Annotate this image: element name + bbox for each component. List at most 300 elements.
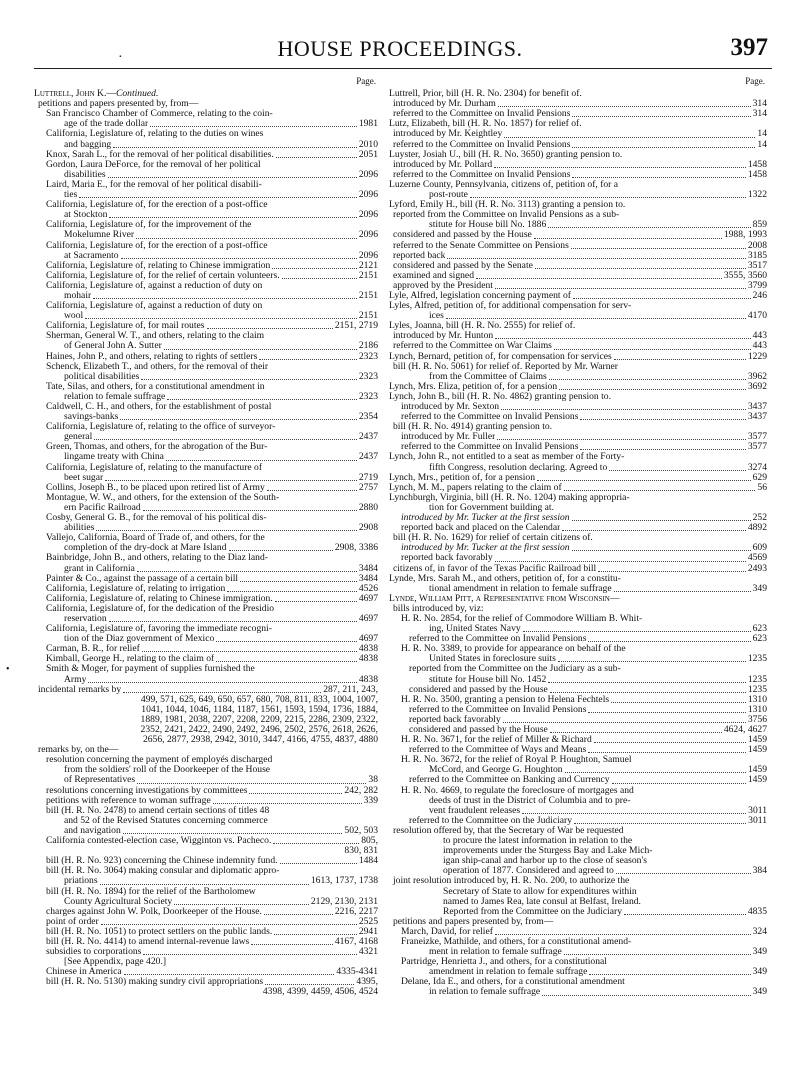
leader-dots [273, 843, 359, 844]
entry-text: Army [64, 674, 87, 685]
page-reference: 629 [752, 471, 767, 483]
entry-text: reported back and placed on the Calendar [401, 523, 561, 534]
index-line [34, 402, 378, 412]
page-reference: 623 [752, 623, 767, 635]
entry-text: Tate, Silas, and others, for a constitutional amendment in [46, 380, 265, 392]
index-line [389, 230, 767, 240]
entry-text: Montague, W. W., and others, for the extension of the South- [46, 491, 280, 503]
entry-text: joint resolution introduced by, H. R. No. 200, to authorize the [393, 875, 630, 887]
page-reference: 287, 211, 243, [323, 683, 378, 695]
index-line [34, 442, 378, 452]
entry-text: and 52 of the Revised Statutes concerning commerce [64, 814, 268, 826]
page-reference: 2941 [358, 925, 378, 937]
index-line [34, 331, 378, 341]
leader-dots [113, 147, 357, 148]
page-reference: 859 [752, 219, 767, 231]
entry-text: Laird, Maria E., for the removal of her political disabili- [46, 178, 262, 190]
index-line [34, 180, 378, 190]
entry-text: California, Legislature of, for the improvement of the [46, 219, 252, 231]
index-line [34, 967, 378, 977]
page-reference: 1613, 1737, 1738 [310, 875, 378, 887]
leader-dots [522, 813, 746, 814]
entry-text: igan ship-canal and harbor up to the close of season's [443, 855, 647, 867]
index-line [389, 160, 767, 170]
index-line [34, 937, 378, 947]
entry-text: introduced by Mr. Durham [393, 99, 496, 110]
page-reference: 324 [752, 925, 767, 937]
index-line [389, 574, 767, 584]
index-line [34, 140, 378, 150]
page-reference: 2719 [358, 471, 378, 483]
leader-dots [564, 954, 751, 955]
index-line [34, 129, 378, 139]
entry-text: California, Legislature of, for the erection of a post-office [46, 199, 268, 211]
entry-text: wool [64, 311, 84, 322]
entry-text: Kimball, George H., relating to the claim of [46, 654, 215, 665]
leader-dots [565, 772, 746, 773]
leader-dots [123, 833, 343, 834]
entry-text: referred to the Committee on Invalid Pensions [393, 139, 571, 150]
entry-text: savings-banks [64, 412, 119, 423]
page-title: HOUSE PROCEEDINGS. [277, 36, 523, 61]
leader-dots [598, 571, 746, 572]
entry-text: bill (H. R. No. 4414) to amend internal-revenue laws [46, 936, 250, 947]
page-reference: 2323 [358, 390, 378, 402]
page-reference: 2096 [358, 229, 378, 241]
leader-dots [548, 227, 750, 228]
index-line [389, 614, 767, 624]
leader-dots [588, 641, 750, 642]
leader-dots [537, 480, 751, 481]
entry-text: California, Legislature of, relating to Chinese immigration. [46, 593, 273, 604]
page-reference: 3437 [747, 411, 767, 423]
index-line [34, 836, 378, 846]
index-line [34, 826, 378, 836]
entry-text: approved by the President [393, 280, 493, 291]
leader-dots [282, 278, 357, 279]
leader-dots [141, 379, 356, 380]
index-line [389, 301, 767, 311]
entry-text: California, Legislature of, for the relief of certain volunteers. [46, 270, 280, 281]
leader-dots [137, 783, 366, 784]
leader-dots [120, 419, 356, 420]
entry-text: stitute for House bill No. 1886 [429, 220, 547, 231]
entry-text: Lynch, Mrs., petition of, for a pension [389, 472, 536, 483]
entry-text: Lynch, Mrs. Eliza, petition of, for a pension [389, 381, 558, 392]
entry-text: March, David, for relief [401, 926, 493, 937]
page-reference: 2096 [358, 209, 378, 221]
entry-text: considered and passed by the House [409, 725, 548, 735]
index-line [34, 341, 378, 351]
entry-text: grant in California [64, 563, 135, 574]
index-line [389, 261, 767, 271]
page-reference: 3692 [747, 380, 767, 392]
entry-text: ties [64, 190, 78, 201]
page-reference: 4838 [358, 643, 378, 655]
entry-text: reported back favorably [409, 714, 501, 725]
index-line [34, 564, 378, 574]
entry-text: Haines, John P., and others, relating to rights of settlers [46, 351, 258, 362]
entry-text: [See Appendix, page 420.] [64, 956, 167, 968]
entry-text: bill (H. R. No. 5130) making sundry civil appropriations [46, 977, 264, 988]
entry-text: deeds of trust in the District of Columbia and to pre- [429, 794, 631, 806]
page-reference: 4395, [356, 976, 378, 988]
leader-dots [611, 702, 746, 703]
page-reference: 2437 [358, 451, 378, 463]
page-reference: 246 [752, 289, 767, 301]
entry-text: California, Legislature of, relating to Chinese immigration [46, 260, 271, 271]
entry-text: disabilities [64, 169, 106, 180]
entry-text: United States in foreclosure suits [429, 654, 556, 665]
entry-text: Lyles, Joanna, bill (H. R. No. 2555) for relief of. [389, 320, 576, 332]
leader-dots [109, 621, 357, 622]
entry-text: to procure the latest information in relation to the [443, 835, 633, 847]
entry-text: Caldwell, C. H., and others, for the establishment of postal [46, 401, 272, 412]
entry-text: considered and passed by the House [393, 230, 532, 241]
leader-dots [249, 793, 342, 794]
page-reference: 2908, 3386 [334, 542, 378, 554]
entry-text: California, Legislature of, favoring the immediate recogni- [46, 623, 272, 635]
page-reference: 4335-4341 [336, 966, 378, 978]
page-reference: 4569 [747, 552, 767, 564]
entry-text: subsidies to corporations [46, 947, 142, 958]
leader-dots [534, 238, 722, 239]
entry-text: resolutions concerning investigations by committees [46, 785, 248, 796]
entry-text: 830, 831 [344, 845, 378, 857]
page-reference: 1235 [747, 683, 767, 695]
entry-text: H. R. No. 3500, granting a pension to Helena Fechtels [401, 694, 610, 705]
index-line [34, 584, 378, 594]
leader-dots [588, 752, 746, 753]
index-line [389, 937, 767, 947]
page-reference: 4697 [358, 592, 378, 604]
index-line [34, 775, 378, 785]
entry-text: resolution offered by, that the Secretary of War be requested [393, 824, 624, 836]
index-line [389, 856, 767, 866]
entry-text: California, Legislature of, relating to the office of surveyor- [46, 421, 276, 433]
page-reference: 1235 [747, 653, 767, 665]
page-reference: 349 [752, 582, 767, 594]
leader-dots [572, 116, 750, 117]
entry-text: introduced by Mr. Sexton [401, 402, 500, 412]
margin-mark: • [6, 664, 10, 675]
index-line [389, 119, 767, 129]
index-line [34, 281, 378, 291]
leader-dots [216, 641, 357, 642]
entry-text: introduced by Mr. Pollard [393, 159, 493, 170]
index-line [389, 533, 767, 543]
index-line [389, 685, 767, 695]
page-reference: 1459 [747, 774, 767, 786]
leader-dots [101, 924, 357, 925]
leader-dots [609, 470, 746, 471]
entry-text: Bainbridge, John B., and others, relating to the Diaz land- [46, 552, 268, 564]
entry-text: California, Legislature of, relating to irrigation [46, 583, 226, 594]
index-line [389, 180, 767, 190]
leader-dots [574, 823, 746, 824]
index-line [34, 846, 378, 856]
leader-dots [571, 248, 746, 249]
entry-text: referred to the Committee on War Claims [393, 341, 552, 352]
leader-dots [616, 873, 751, 874]
entry-text: Carman, B. R., for relief [46, 644, 140, 655]
entry-text: 2656, 2877, 2938, 2942, 3010, 3447, 4166, 4755, 4837, 4880 [142, 734, 378, 746]
leader-dots [446, 318, 746, 319]
page-reference: 2354 [358, 411, 378, 423]
entry-text: California, Legislature of, against a reduction of duty on [46, 279, 263, 291]
page-reference: 3555, 3560 [723, 269, 767, 281]
page-reference: 2121 [358, 259, 378, 271]
page-reference: 4838 [358, 673, 378, 685]
index-line [34, 634, 378, 644]
page-reference: 1458 [747, 158, 767, 170]
entry-text: Franeizke, Mathilde, and others, for a constitutional amend- [401, 935, 632, 947]
page-reference: 502, 503 [344, 824, 378, 836]
index-line [389, 977, 767, 987]
page-reference: 56 [757, 481, 767, 493]
page-reference: 2096 [358, 249, 378, 261]
entry-text: H. R. No. 3389, to provide for appearance on behalf of the [401, 643, 626, 655]
entry-text: 4398, 4399, 4459, 4506, 4524 [262, 986, 378, 998]
entry-text: improvements under the Sturgess Bay and Lake Mich- [443, 845, 653, 857]
page-reference: 1458 [747, 168, 767, 180]
index-line [389, 99, 767, 109]
entry-text: bill (H. R. No. 1051) to protect settlers on the public lands. [46, 926, 273, 937]
leader-dots [143, 954, 356, 955]
page-reference: 2880 [358, 501, 378, 513]
entry-text: referred to the Committee on the Judiciary [409, 815, 573, 826]
page-reference: 1310 [747, 693, 767, 705]
entry-text: referred to the Committee on Banking and Currency [409, 775, 610, 786]
leader-dots [573, 298, 751, 299]
entry-text: in relation to female suffrage [429, 987, 541, 998]
index-line [34, 463, 378, 473]
entry-text: stitute for House bill No. 1452 [429, 674, 547, 685]
index-line [389, 695, 767, 705]
entry-text: Cosby, General G. B., for the removal of his political dis- [46, 512, 267, 524]
entry-text: bill (H. R. No. 2478) to amend certain sections of titles 48 [46, 804, 270, 816]
page-reference: 4697 [358, 612, 378, 624]
page-reference: 3799 [747, 279, 767, 291]
entry-text: remarks by, on the— [38, 744, 119, 756]
index-line [389, 987, 767, 997]
index-line [34, 876, 378, 886]
index-line [389, 755, 767, 765]
index-line [389, 473, 767, 483]
entry-text: McCord, and George G. Houghton [429, 765, 563, 776]
page-reference: 2151 [358, 310, 378, 322]
leader-dots [580, 449, 745, 450]
leader-dots [503, 722, 746, 723]
entry-text: Vallejo, California, Board of Trade of, and others, for the [46, 532, 265, 544]
leader-dots [612, 783, 746, 784]
page-reference: 3011 [748, 804, 767, 816]
entry-text: referred to the Senate Committee on Pensions [393, 240, 569, 251]
entry-text: referred to the Committee on Invalid Pensions [393, 169, 571, 180]
leader-dots [572, 147, 755, 148]
leader-dots [495, 934, 751, 935]
index-line [389, 664, 767, 674]
index-line [34, 624, 378, 634]
index-line [389, 543, 767, 553]
page-reference: 2525 [358, 915, 378, 927]
leader-dots [624, 914, 746, 915]
page-reference: 1484 [358, 855, 378, 867]
page-reference: 3484 [358, 562, 378, 574]
page-reference: 3437 [747, 401, 767, 412]
index-line [389, 644, 767, 654]
entry-text: reservation [64, 613, 107, 624]
page-reference: 443 [752, 330, 767, 342]
entry-text: Partridge, Henrietta J., and others, for a constitutional [401, 956, 607, 968]
entry-text: ern Pacific Railroad [64, 502, 141, 513]
page-reference: 4167, 4168 [334, 935, 378, 947]
index-line [389, 452, 767, 462]
entry-text: California, Legislature of, for the erection of a post-office [46, 239, 268, 251]
leader-dots [108, 177, 357, 178]
page-reference: 3011 [748, 814, 767, 826]
index-line [34, 574, 378, 584]
page-reference: 2493 [747, 562, 767, 574]
leader-dots [96, 530, 356, 531]
page-reference: 4835 [747, 905, 767, 917]
entry-text: 499, 571, 625, 649, 650, 657, 680, 708, 811, 833, 1004, 1007, [140, 693, 378, 705]
leader-dots [213, 803, 362, 804]
leader-dots [216, 661, 357, 662]
leader-dots [267, 490, 357, 491]
index-line [34, 422, 378, 432]
page-reference: 349 [752, 946, 767, 958]
leader-dots [495, 561, 746, 562]
index-line [389, 675, 767, 685]
index-line [389, 422, 767, 432]
entry-text: 1041, 1044, 1046, 1184, 1187, 1561, 1593, 1594, 1736, 1884, [141, 703, 378, 715]
page-reference: 1459 [747, 744, 767, 756]
leader-dots [494, 167, 746, 168]
page-reference: 2323 [358, 350, 378, 362]
page-reference: 805, [361, 835, 378, 847]
leader-dots [572, 550, 751, 551]
page-reference: 384 [752, 865, 767, 877]
leader-dots [549, 379, 746, 380]
entry-text: Chinese in America [46, 967, 122, 978]
index-line [389, 897, 767, 907]
page-reference: 609 [752, 542, 767, 554]
entry-text: completion of the dry-dock at Mare Island [64, 543, 227, 554]
entry-text: 1889, 1981, 2038, 2207, 2208, 2209, 2215, 2286, 2309, 2322, [140, 713, 378, 725]
entry-text: Knox, Sarah L., for the removal of her political disabilities. [46, 149, 274, 160]
page-reference: 2051 [358, 148, 378, 160]
leader-dots [589, 974, 750, 975]
entry-text: bill (H. R. No. 923) concerning the Chinese indemnity fund. [46, 856, 278, 867]
leader-dots [588, 712, 745, 713]
leader-dots [259, 359, 357, 360]
page-reference: 2757 [358, 481, 378, 493]
leader-dots [548, 682, 746, 683]
index-line [34, 200, 378, 210]
page-reference: 4892 [747, 522, 767, 534]
page-number: 397 [730, 34, 768, 61]
leader-dots [93, 298, 357, 299]
index-line [34, 362, 378, 372]
leader-dots [207, 328, 333, 329]
page-reference: 2151 [358, 269, 378, 281]
leader-dots [572, 520, 751, 521]
leader-dots [123, 692, 321, 693]
entry-text: petitions and papers presented by, from— [393, 915, 554, 927]
leader-dots [174, 904, 309, 905]
index-line [389, 624, 767, 634]
entry-text: fifth Congress, resolution declaring. Agreed to [429, 462, 608, 473]
page-reference: 1459 [747, 764, 767, 776]
leader-dots [94, 439, 357, 440]
entry-text: reported back [393, 250, 446, 261]
page-reference: 1459 [747, 734, 767, 746]
leader-dots [124, 974, 335, 975]
entry-text: Lyford, Emily H., bill (H. R. No. 3113) granting a pension to. [389, 199, 626, 211]
leader-dots [100, 884, 309, 885]
leader-dots [501, 409, 746, 410]
index-line [34, 553, 378, 563]
entry-text: ices [429, 311, 444, 322]
leader-dots [251, 944, 333, 945]
index-line [389, 281, 767, 291]
page-reference: 3577 [747, 431, 767, 443]
index-line [389, 331, 767, 341]
index-line [389, 220, 767, 230]
page-reference: 4170 [747, 310, 767, 322]
index-line [34, 382, 378, 392]
entry-text: charges against John W. Polk, Doorkeeper of the House. [46, 906, 262, 917]
index-line [34, 917, 378, 927]
entry-text: Smith & Moger, for payment of supplies furnished the [46, 663, 255, 675]
index-line [389, 806, 767, 816]
leader-dots [542, 995, 750, 996]
entry-text: California contested-election case, Wigginton vs. Pacheco. [46, 836, 272, 847]
entry-text: referred to the Committee on Invalid Pensions [401, 442, 579, 453]
entry-text: California, Legislature of, against a reduction of duty on [46, 300, 263, 312]
index-line [34, 160, 378, 170]
leader-dots [264, 914, 333, 915]
index-line [34, 644, 378, 654]
entry-text: Lynch, M. M., papers relating to the claim of [389, 482, 562, 493]
page-reference: 623 [752, 633, 767, 645]
page-reference: 314 [752, 98, 767, 110]
index-line [389, 241, 767, 251]
leader-dots [504, 137, 755, 138]
index-line [34, 473, 378, 483]
entry-text: petitions and papers presented by, from— [38, 98, 199, 110]
entry-text: abilities [64, 523, 95, 534]
page-reference: 3577 [747, 441, 767, 453]
leader-dots [142, 651, 357, 652]
entry-text: bill (H. R. No. 3064) making consular and diplomatic appro- [46, 865, 280, 877]
page-reference: 443 [752, 340, 767, 352]
entry-text: Painter & Co., against the passage of a certain bill [46, 573, 239, 584]
page-reference: 242, 282 [344, 784, 378, 796]
index-line [389, 917, 767, 927]
entry-text: California, Legislature of, for the dedication of the Presidio [46, 602, 275, 614]
page-reference: 2908 [358, 522, 378, 534]
entry-text: Lyles, Alfred, petition of, for additional compensation for serv- [389, 300, 632, 312]
page-reference: 3274 [747, 461, 767, 473]
leader-dots [85, 318, 357, 319]
index-line [389, 392, 767, 402]
right-index-entries [389, 89, 767, 997]
entry-text: Lynch, John B., bill (H. R. No. 4862) granting pension to. [389, 390, 611, 402]
page-reference: 349 [752, 986, 767, 998]
entry-text: political disabilities [64, 371, 140, 382]
